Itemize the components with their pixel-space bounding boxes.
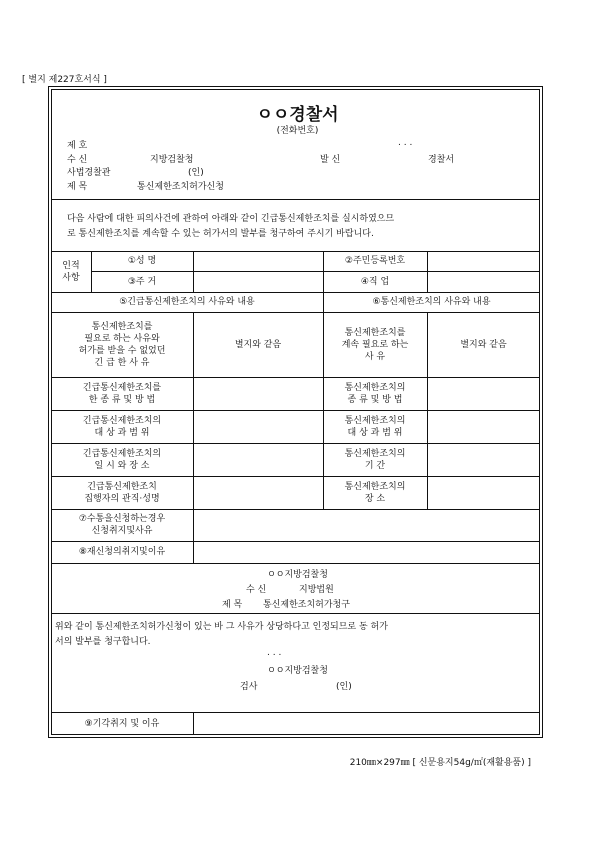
- row4-right-value: [427, 443, 540, 476]
- recipient-value: 지방검찰청: [150, 155, 194, 165]
- row5-left-label: 긴급통신제한조치 집행자의 관직·성명: [84, 481, 160, 504]
- row1-left-value: 별지와 같음: [234, 339, 282, 350]
- prosecutor-recipient-value: 지방법원: [299, 585, 334, 595]
- row3-left-label: 긴급통신제한조치의 대 상 과 범 위: [82, 415, 162, 438]
- divider: [193, 712, 194, 735]
- row2-right-label: 통신제한조치의 종 류 및 방 법: [344, 382, 406, 405]
- divider: [51, 613, 540, 614]
- row7-label: ⑦수통을신청하는경우 신청취지및사유: [78, 514, 166, 536]
- subject-label: 제 목: [67, 182, 88, 192]
- row1-right-label: 통신제한조치를 계속 필요로 하는 사 유: [341, 327, 409, 362]
- continue-section-header: ⑥통신제한조치의 사유와 내용: [372, 297, 491, 307]
- signature-seal: (인): [336, 682, 352, 692]
- officer-seal: (인): [188, 168, 204, 178]
- row3-right-value: [427, 410, 540, 443]
- sender-value: 경찰서: [428, 155, 455, 165]
- row1-right-value: 별지와 같음: [460, 339, 507, 350]
- row3-left-value: [193, 410, 323, 443]
- row5-right-value: [427, 476, 540, 509]
- subject-value: 통신제한조치허가신청: [137, 182, 224, 192]
- person-section-label: 인적 사항: [62, 260, 80, 283]
- job-label: ④직 업: [360, 276, 390, 287]
- prosecutor-recipient-label: 수 신: [246, 585, 267, 595]
- row5-right-label: 통신제한조치의 장 소: [344, 481, 406, 504]
- row2-left-label: 긴급통신제한조치를 한 종 류 및 방 법: [82, 382, 162, 405]
- emergency-section-header: ⑤긴급통신제한조치의 사유와 내용: [119, 297, 255, 307]
- footer-paper-spec: 210㎜×297㎜ [ 신문용지54g/㎡(재활용품) ]: [349, 758, 531, 768]
- page-title: ㅇㅇ경찰서: [256, 105, 339, 125]
- request-text: 위와 같이 통신제한조치허가신청이 있는 바 그 사유가 상당하다고 인정되므로 동 허가 서의 발부를 청구합니다.: [55, 622, 388, 647]
- phone-label: (전화번호): [276, 126, 319, 136]
- form-number: [ 별지 제227호서식 ]: [22, 75, 107, 85]
- officer-label: 사법경찰관: [67, 168, 111, 178]
- row2-right-value: [427, 377, 540, 410]
- date-dots: . . .: [398, 138, 413, 148]
- row4-left-label: 긴급통신제한조치의 일 시 와 장 소: [82, 448, 162, 471]
- row1-left-label: 통신제한조치를 필요로 하는 사유와 허가를 받을 수 없었던 긴 급 한 사 유: [78, 321, 166, 368]
- row4-right-label: 통신제한조치의 기 간: [344, 448, 406, 471]
- name-label: ①성 명: [127, 256, 157, 266]
- prosecutor-office: ㅇㅇ지방검찰청: [267, 570, 328, 580]
- doc-number-label: 제 호: [67, 141, 88, 151]
- prosecutor-subject-value: 통신제한조치허가청구: [263, 600, 350, 610]
- prosecutor-subject-label: 제 목: [222, 600, 243, 610]
- row9-label: ⑨기각취지 및 이유: [84, 718, 160, 729]
- address-label: ③주 거: [127, 276, 157, 287]
- divider: [51, 199, 540, 200]
- rrn-label: ②주민등록번호: [344, 256, 406, 266]
- row2-left-value: [193, 377, 323, 410]
- intro-text: 다음 사람에 대한 피의사건에 관하여 아래와 같이 긴급통신제한조치를 실시하였으므 로 통신제한조치를 계속할 수 있는 허가서의 발부를 청구하여 주시기 바랍니다.: [67, 214, 395, 239]
- divider: [51, 563, 540, 564]
- sender-label: 발 신: [320, 155, 341, 165]
- signature-date-dots: . . .: [267, 648, 282, 658]
- signature-title: 검사: [240, 682, 258, 692]
- divider: [193, 509, 194, 563]
- row8-label: ⑧재신청의취지및이유: [78, 547, 166, 557]
- signature-office: ㅇㅇ지방검찰청: [267, 666, 328, 676]
- row5-left-value: [193, 476, 323, 509]
- row3-right-label: 통신제한조치의 대 상 과 범 위: [344, 415, 406, 438]
- row4-left-value: [193, 443, 323, 476]
- recipient-label: 수 신: [67, 155, 88, 165]
